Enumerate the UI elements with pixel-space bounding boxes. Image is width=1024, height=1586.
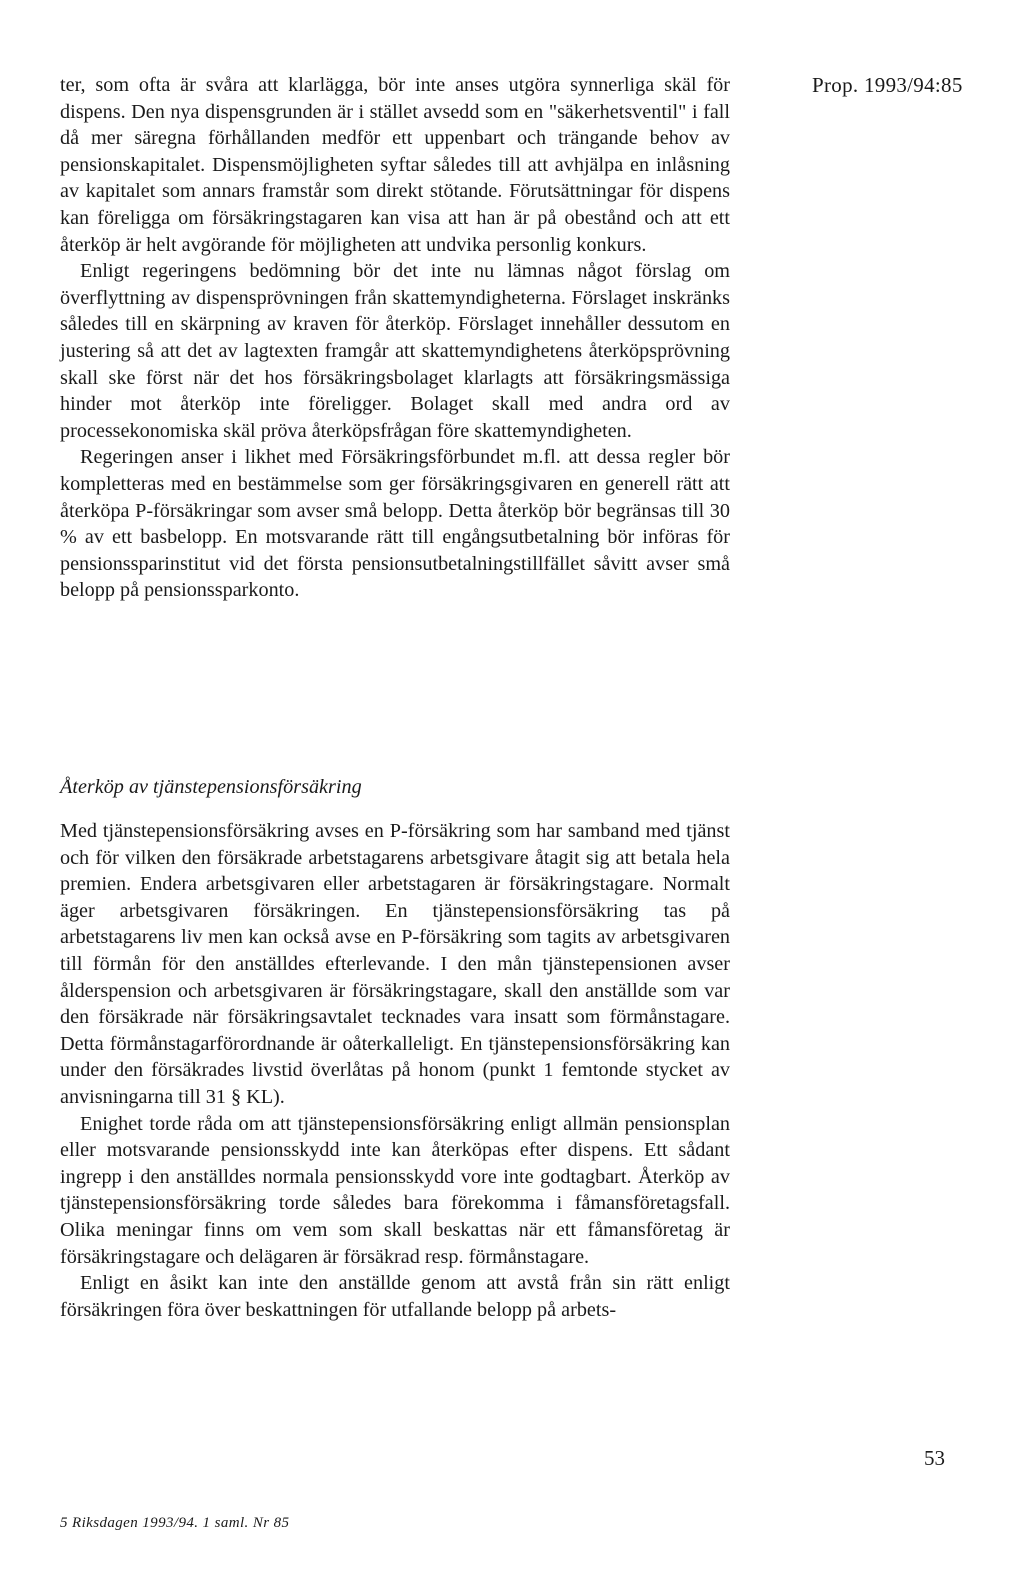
paragraph: ter, som ofta är svåra att klarlägga, bör inte anses utgöra synnerliga skäl för dispens. Den nya dispensgrunden är i stället avsedd som en "säkerhetsventil" i fall då mer säregna förhållanden medför ett uppenbart och trängande behov av pensionskapitalet. Dispensmöjligheten syftar således till att avhjälpa en inlåsning av kapitalet som annars framstår som direkt stötande. Förutsättningar för dispens kan föreligga om försäkringstagaren kan visa att han är på obestånd och att ett återköp är helt avgörande för möjligheten att undvika personlig konkurs. (60, 74, 730, 256)
paragraph: Enligt en åsikt kan inte den anställde genom att avstå från sin rätt enligt försäkringen föra över beskattningen för utfallande belopp på arbets- (60, 1272, 730, 1321)
section-two-body (60, 818, 730, 1323)
section-one-body (60, 72, 730, 604)
paragraph: Med tjänstepensionsförsäkring avses en P-försäkring som har samband med tjänst och för vilken den försäkrade arbetstagarens arbetsgivare åtagit sig att betala hela premien. Endera arbetsgivaren eller arbetstagaren är försäkringstagare. Normalt äger arbetsgivaren försäkringen. En tjänstepensionsförsäkring tas på arbetstagarens liv men kan också avse en P-försäkring som tagits av arbetsgivaren till förmån för den anställdes efterlevande. I den mån tjänstepensionen avser ålderspension och arbetsgivaren är försäkringstagare, skall den anställde som var den försäkrade när försäkringsavtalet tecknades vara insatt som förmånstagare. Detta förmånstagarförordnande är oåterkalleligt. En tjänstepensionsförsäkring kan under den försäkrades livstid överlåtas på honom (punkt 1 femtonde stycket av anvisningarna till 31 § KL). (60, 820, 730, 1108)
paragraph: Enighet torde råda om att tjänstepensionsförsäkring enligt allmän pensionsplan eller motsvarande pensionsskydd inte kan återköpas efter dispens. Ett sådant ingrepp i den anställdes normala pensionsskydd vore inte godtagbart. Återköp av tjänstepensionsförsäkring torde således bara förekomma i fåmansföretagsfall. Olika meningar finns om vem som skall beskattas när ett fåmansföretag är försäkringstagare och delägaren är försäkrad resp. förmånstagare. (60, 1112, 730, 1268)
paragraph: Regeringen anser i likhet med Försäkringsförbundet m.fl. att dessa regler bör kompletteras med en bestämmelse som ger försäkringsgivaren en generell rätt att återköpa P-försäkringar som avser små belopp. Detta återköp bör begränsas till 30 % av ett basbelopp. En motsvarande rätt till engångsutbetalning bör införas för pensionssparinstitut vid det första pensionsutbetalningstillfället såvitt avser små belopp på pensionssparkonto. (60, 446, 730, 602)
section-heading: Återköp av tjänstepensionsförsäkring (60, 776, 362, 798)
page-number: 53 (924, 1446, 945, 1470)
proposition-reference: Prop. 1993/94:85 (812, 73, 963, 97)
paragraph: Enligt regeringens bedömning bör det inte nu lämnas något förslag om överflyttning av dispensprövningen från skattemyndigheterna. Förslaget inskränks således till en skärpning av kraven för återköp. Förslaget innehåller dessutom en justering så att det av lagtexten framgår att skattemyndighetens återköpsprövning skall ske först när det hos försäkringsbolaget klarlagts att försäkringsmässiga hinder mot återköp inte föreligger. Bolaget skall med andra ord av processekonomiska skäl pröva återköpsfrågan före skattemyndigheten. (60, 260, 730, 442)
footer-source: 5 Riksdagen 1993/94. 1 saml. Nr 85 (60, 1515, 290, 1531)
